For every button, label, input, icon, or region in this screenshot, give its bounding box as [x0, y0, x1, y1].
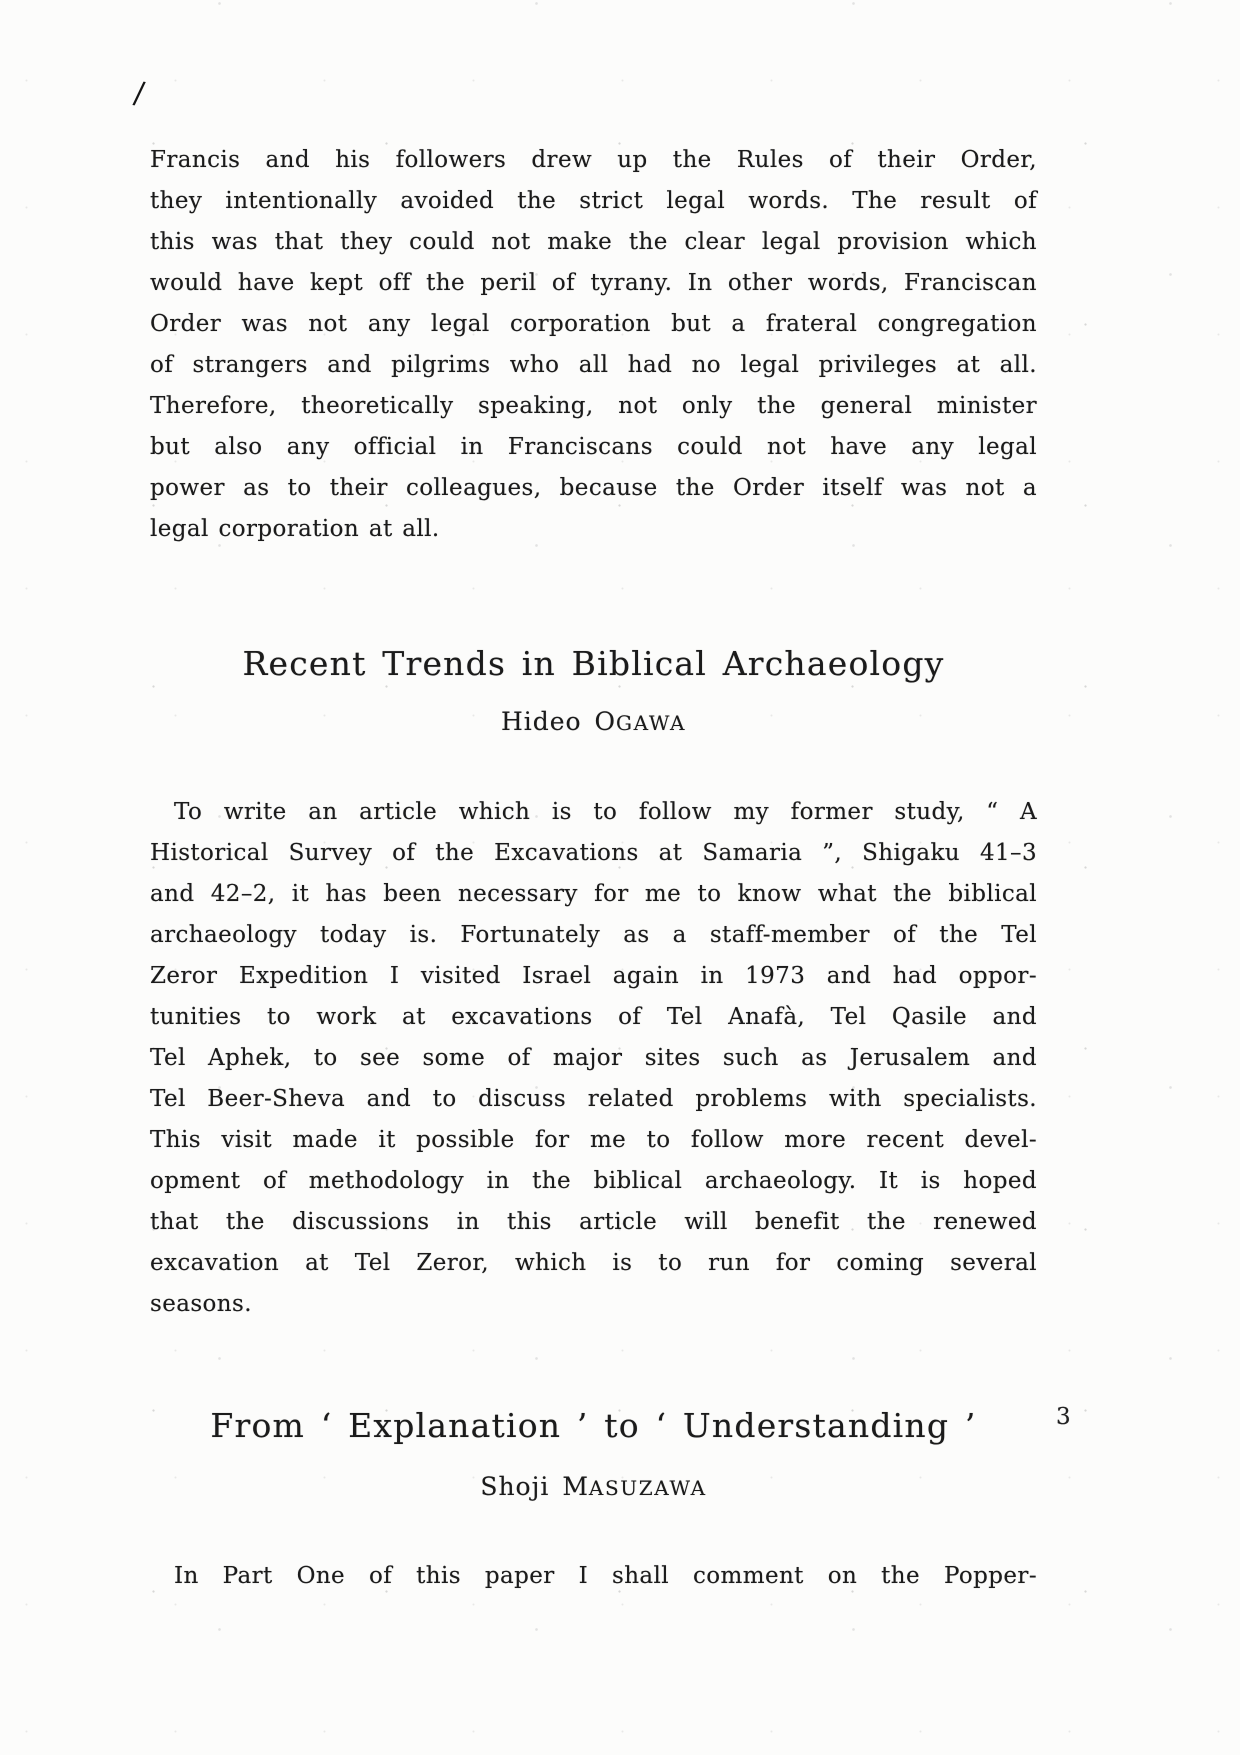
author-given-name: Hideo — [500, 707, 582, 736]
text-line: would have kept off the peril of tyrany. In other words, Franciscan — [150, 270, 1037, 296]
abstract-continuation — [150, 140, 1037, 550]
page-number: 3 — [1056, 1404, 1071, 1430]
text-line: seasons. — [150, 1291, 252, 1317]
text-line: that the discussions in this article will benefit the renewed — [150, 1209, 1037, 1235]
text-line: opment of methodology in the biblical archaeology. It is hoped — [150, 1168, 1037, 1194]
text-line: and 42–2, it has been necessary for me to know what the biblical — [150, 881, 1037, 907]
text-line: archaeology today is. Fortunately as a staff-member of the Tel — [150, 922, 1037, 948]
text-line: Tel Aphek, to see some of major sites such as Jerusalem and — [150, 1045, 1037, 1071]
text-line: power as to their colleagues, because the Order itself was not a — [150, 475, 1037, 501]
text-line: this was that they could not make the clear legal provision which — [150, 229, 1037, 255]
article1-abstract — [150, 792, 1037, 1325]
text-line: Order was not any legal corporation but a frateral congregation — [150, 311, 1037, 337]
text-line: they intentionally avoided the strict legal words. The result of — [150, 188, 1037, 214]
text-line: Zeror Expedition I visited Israel again in 1973 and had oppor- — [150, 963, 1037, 989]
text-line: This visit made it possible for me to follow more recent devel- — [150, 1127, 1037, 1153]
corner-pen-mark: / — [131, 75, 147, 112]
text-line: but also any official in Franciscans could not have any legal — [150, 434, 1037, 460]
text-line: legal corporation at all. — [150, 516, 440, 542]
article2-title: From ‘ Explanation ’ to ‘ Understanding ’ — [210, 1406, 977, 1445]
text-line: In Part One of this paper I shall comment on the Popper- — [174, 1563, 1037, 1589]
text-line: Tel Beer-Sheva and to discuss related problems with specialists. — [150, 1086, 1037, 1112]
author-family-smallcaps: ASUZAWA — [588, 1476, 707, 1500]
author-family-smallcaps: GAWA — [616, 711, 687, 735]
article1-author — [150, 706, 1037, 739]
text-line: To write an article which is to follow my former study, “ A — [174, 799, 1037, 825]
article1-title: Recent Trends in Biblical Archaeology — [242, 644, 945, 683]
author-given-name: Shoji — [480, 1472, 550, 1501]
text-line: tunities to work at excavations of Tel Anafà, Tel Qasile and — [150, 1004, 1037, 1030]
text-line: of strangers and pilgrims who all had no legal privileges at all. — [150, 352, 1037, 378]
text-line: excavation at Tel Zeror, which is to run for coming several — [150, 1250, 1037, 1276]
author-family-initial: M — [562, 1472, 589, 1501]
article2-abstract — [150, 1556, 1037, 1597]
text-line: Historical Survey of the Excavations at Samaria ”, Shigaku 41–3 — [150, 840, 1037, 866]
text-line: Therefore, theoretically speaking, not only the general minister — [150, 393, 1037, 419]
text-line: Francis and his followers drew up the Rules of their Order, — [150, 147, 1037, 173]
author-family-initial: O — [594, 707, 617, 736]
article2-author — [150, 1471, 1037, 1504]
